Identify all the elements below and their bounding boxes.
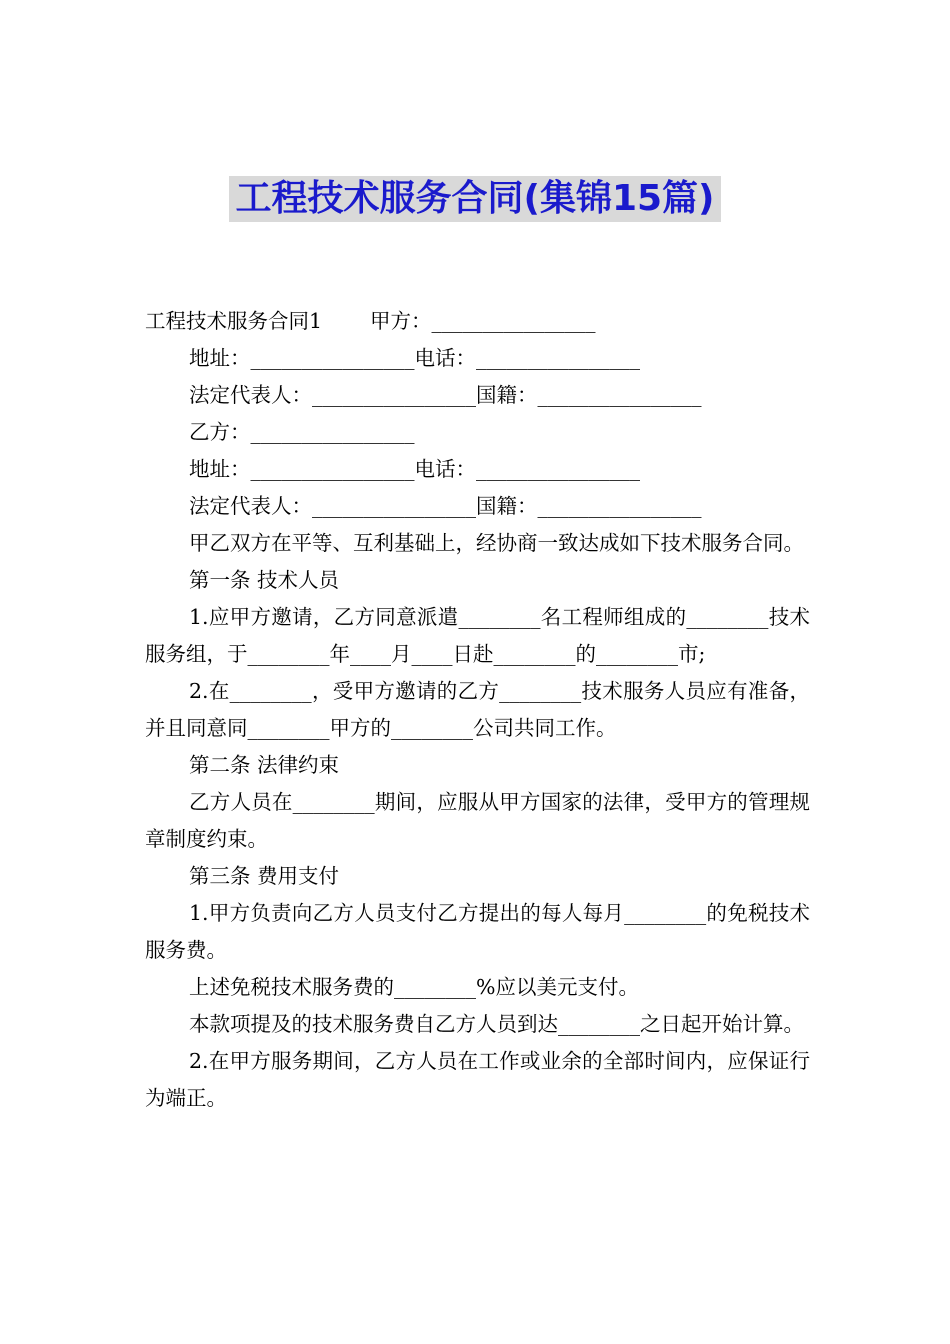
- paragraph-usd-portion: 上述免税技术服务费的________%应以美元支付。: [189, 975, 639, 999]
- contract-heading: 工程技术服务合同1: [145, 309, 323, 333]
- legal-rep-line-a: 法定代表人：________________国籍：________________: [189, 383, 702, 407]
- document-title: 工程技术服务合同(集锦15篇): [229, 176, 720, 222]
- paragraph-article-3-item-2: 2.在甲方服务期间，乙方人员在工作或业余的全部时间内，应保证行为端正。: [145, 1049, 810, 1110]
- party-b-field: 乙方：________________: [189, 420, 415, 444]
- address-phone-line-b: 地址：________________电话：________________: [189, 457, 640, 481]
- paragraph-article-3-item-1: 1.甲方负责向乙方人员支付乙方提出的每人每月________的免税技术服务费。: [145, 901, 810, 962]
- party-a-field: 甲方：________________: [370, 309, 596, 333]
- document-body: [145, 303, 810, 1117]
- article-1-heading: 第一条 技术人员: [189, 568, 340, 592]
- article-3-heading: 第三条 费用支付: [189, 864, 340, 888]
- paragraph-article-2: 乙方人员在________期间，应服从甲方国家的法律，受甲方的管理规章制度约束。: [145, 790, 810, 851]
- first-line: [145, 303, 810, 340]
- legal-rep-line-b: 法定代表人：________________国籍：________________: [189, 494, 702, 518]
- paragraph-article-1-item-2: 2.在________，受甲方邀请的乙方________技术服务人员应有准备，并且同意同________甲方的________公司共同工作。: [145, 679, 810, 740]
- paragraph-fee-start: 本款项提及的技术服务费自乙方人员到达________之日起开始计算。: [189, 1012, 804, 1036]
- title-container: [0, 176, 950, 222]
- paragraph-article-1-item-1: 1.应甲方邀请，乙方同意派遣________名工程师组成的________技术服务组，于________年____月____日赴________的________市;: [145, 605, 810, 666]
- address-phone-line-a: 地址：________________电话：________________: [189, 346, 640, 370]
- article-2-heading: 第二条 法律约束: [189, 753, 340, 777]
- paragraph-intro: 甲乙双方在平等、互利基础上，经协商一致达成如下技术服务合同。: [189, 531, 804, 555]
